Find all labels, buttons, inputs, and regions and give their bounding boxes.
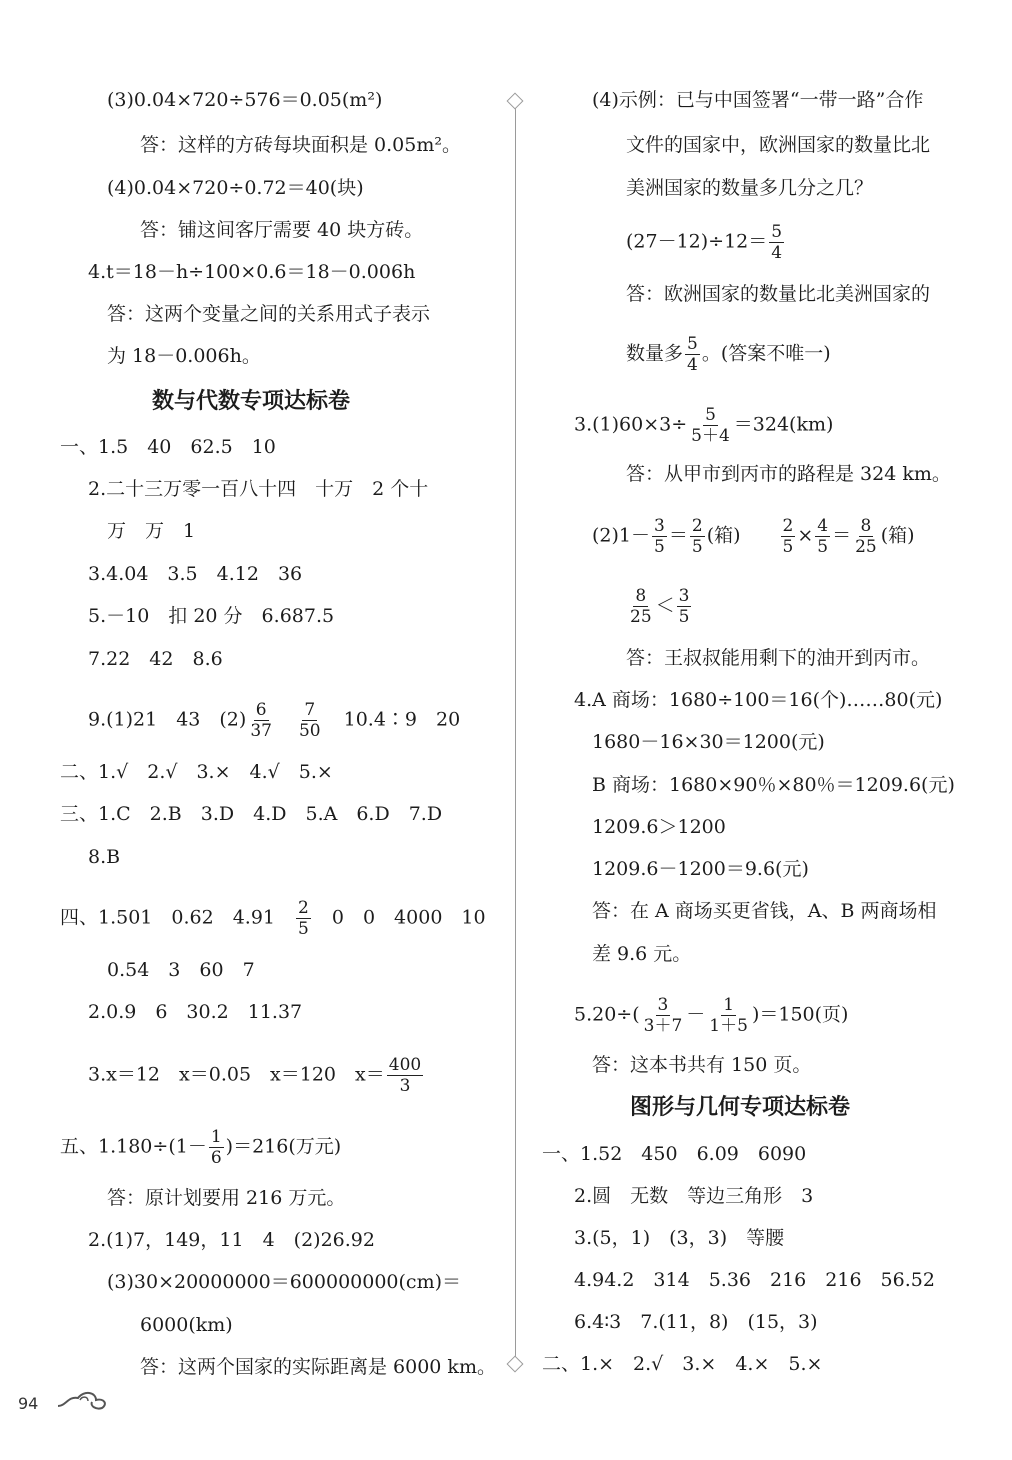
answer-line: 4.A 商场：1680÷100＝16(个)……80(元) — [574, 689, 943, 711]
fraction — [209, 1127, 224, 1168]
fraction — [690, 516, 705, 557]
numerator: 7 — [304, 700, 316, 720]
denominator: 3＋7 — [643, 1016, 683, 1036]
numerator: 3 — [678, 586, 690, 606]
numerator: 1 — [723, 995, 735, 1015]
numerator: 5 — [705, 405, 716, 425]
answer-text: (27－12)÷12＝ — [626, 230, 768, 253]
answer-text: 数量多 — [626, 342, 684, 365]
denominator: 25 — [855, 537, 877, 557]
answer-text: 。(答案不唯一) — [701, 342, 831, 365]
answer-text: (箱) — [706, 524, 779, 547]
answer-line: B 商场：1680×90％×80％＝1209.6(元) — [592, 774, 955, 796]
answer-text: 3.x＝12 x＝0.05 x＝120 x＝ — [88, 1063, 385, 1086]
answer-line: 答：这两个变量之间的关系用式子表示 — [107, 303, 431, 325]
fraction — [689, 405, 732, 446]
answer-line: (3)0.04×720÷576＝0.05(m²) — [107, 89, 383, 111]
fraction — [781, 516, 796, 557]
denominator: 5 — [298, 919, 309, 939]
answer-line: 5.－10 扣 20 分 6.687.5 — [88, 605, 335, 627]
denominator: 25 — [630, 607, 652, 627]
numerator: 4 — [817, 516, 829, 536]
denominator: 5 — [654, 537, 665, 557]
numerator: 400 — [388, 1055, 422, 1075]
numerator: 5 — [687, 334, 698, 354]
answer-line: 1209.6＞1200 — [592, 816, 726, 838]
answer-line: 答：铺这间客厅需要 40 块方砖。 — [140, 219, 424, 241]
answer-line: (3)30×20000000＝600000000(cm)＝ — [107, 1271, 461, 1293]
fraction — [853, 516, 879, 557]
answer-line: 2.圆 无数 等边三角形 3 — [574, 1185, 814, 1207]
answer-text: (箱) — [880, 524, 915, 547]
denominator: 4 — [771, 243, 783, 263]
column-divider — [515, 95, 516, 1370]
answer-line: 答：在 A 商场买更省钱，A、B 两商场相 — [592, 900, 937, 922]
fraction — [297, 700, 323, 741]
answer-line: 答：这两个国家的实际距离是 6000 km。 — [140, 1356, 496, 1378]
answer-text: 5.20÷( — [574, 1003, 640, 1026]
fraction — [642, 995, 685, 1036]
answer-line — [88, 700, 460, 741]
answer-line: 答：从甲市到丙市的路程是 324 km。 — [626, 463, 951, 485]
answer-text: )＝150(页) — [751, 1003, 849, 1026]
answer-line: 差 9.6 元。 — [592, 943, 692, 965]
answer-text: (2)1－ — [592, 524, 651, 547]
denominator: 37 — [250, 721, 272, 741]
answer-line: 答：这样的方砖每块面积是 0.05m²。 — [140, 134, 461, 156]
fraction — [769, 222, 784, 263]
answer-line — [626, 586, 693, 627]
answer-text: 五、1.180÷(1－ — [60, 1135, 207, 1158]
answer-text: ＝ — [668, 524, 688, 547]
answer-line: 二、1.√ 2.√ 3.× 4.√ 5.× — [60, 761, 333, 783]
fraction — [652, 516, 667, 557]
answer-text: 四、1.501 0.62 4.91 — [60, 906, 276, 929]
numerator: 5 — [771, 222, 783, 242]
answer-line: 6000(km) — [140, 1314, 233, 1336]
denominator: 5＋4 — [691, 426, 730, 446]
answer-line: 4.t＝18－h÷100×0.6＝18－0.006h — [88, 261, 416, 283]
numerator: 2 — [782, 516, 794, 536]
divider-ornament — [507, 1356, 524, 1373]
answer-line: 万 万 1 — [107, 520, 196, 542]
answer-line: 答：王叔叔能用剩下的油开到丙市。 — [626, 647, 931, 669]
numerator: 8 — [860, 516, 872, 536]
numerator: 8 — [635, 586, 647, 606]
answer-line: 文件的国家中，欧洲国家的数量比北 — [626, 134, 931, 156]
divider-ornament — [507, 93, 524, 110]
answer-line: 2.二十三万零一百八十四 十万 2 个十 — [88, 478, 429, 500]
denominator: 6 — [210, 1148, 222, 1168]
fraction — [296, 898, 311, 939]
answer-line — [592, 516, 915, 557]
fraction — [677, 586, 692, 627]
answer-text: 3.(1)60×3÷ — [574, 413, 688, 436]
answer-line — [574, 405, 833, 446]
numerator: 2 — [691, 516, 703, 536]
answer-line — [626, 334, 831, 375]
answer-line: 1209.6－1200＝9.6(元) — [592, 858, 809, 880]
answer-line: 一、1.52 450 6.09 6090 — [542, 1143, 807, 1165]
denominator: 3 — [399, 1076, 411, 1096]
answer-text: ＝ — [832, 524, 852, 547]
answer-line: (4)示例：已与中国签署“一带一路”合作 — [592, 89, 924, 111]
answer-text: 0 0 4000 10 — [331, 906, 486, 929]
numerator: 1 — [210, 1127, 222, 1147]
answer-line: 2.(1)7，149，11 4 (2)26.92 — [88, 1229, 375, 1251]
denominator: 50 — [298, 721, 321, 741]
answer-line: 三、1.C 2.B 3.D 4.D 5.A 6.D 7.D — [60, 803, 443, 825]
answer-line — [60, 898, 486, 939]
answer-text: － — [686, 1003, 706, 1026]
answer-line: (4)0.04×720÷0.72＝40(块) — [107, 177, 364, 199]
numerator: 6 — [255, 700, 267, 720]
answer-line — [60, 1127, 341, 1168]
section-heading: 数与代数专项达标卷 — [152, 389, 351, 414]
denominator: 5 — [782, 537, 794, 557]
answer-line: 4.94.2 314 5.36 216 216 56.52 — [574, 1269, 935, 1291]
answer-line: 答：这本书共有 150 页。 — [592, 1054, 812, 1076]
answer-line: 3.4.04 3.5 4.12 36 — [88, 563, 303, 585]
answer-line — [88, 1055, 425, 1096]
answer-line: 1680－16×30＝1200(元) — [592, 731, 825, 753]
answer-line: 8.B — [88, 846, 121, 868]
answer-line: 二、1.× 2.√ 3.× 4.× 5.× — [542, 1353, 823, 1375]
fraction — [248, 700, 274, 741]
denominator: 4 — [687, 355, 698, 375]
fraction — [387, 1055, 423, 1096]
answer-line: 为 18－0.006h。 — [107, 345, 261, 367]
numerator: 3 — [657, 995, 669, 1015]
answer-line: 答：欧洲国家的数量比北美洲国家的 — [626, 283, 931, 305]
answer-line: 答：原计划要用 216 万元。 — [107, 1187, 346, 1209]
answer-text: 10.4∶9 20 — [343, 708, 461, 731]
page-number: 94 — [18, 1394, 39, 1413]
section-heading: 图形与几何专项达标卷 — [630, 1095, 851, 1120]
answer-text: )＝216(万元) — [225, 1135, 342, 1158]
fraction — [815, 516, 830, 557]
answer-line: 7.22 42 8.6 — [88, 648, 223, 670]
numerator: 3 — [654, 516, 665, 536]
denominator: 1＋5 — [709, 1016, 748, 1036]
fraction — [628, 586, 654, 627]
answer-line: 3.(5，1) (3，3) 等腰 — [574, 1227, 785, 1249]
denominator: 5 — [817, 537, 829, 557]
answer-line — [626, 222, 786, 263]
answer-text: ＝324(km) — [733, 413, 834, 436]
answer-text: × — [797, 524, 814, 547]
answer-line — [574, 995, 848, 1036]
answer-line: 2.0.9 6 30.2 11.37 — [88, 1001, 303, 1023]
numerator: 2 — [298, 898, 309, 918]
denominator: 5 — [691, 537, 703, 557]
fraction — [685, 334, 700, 375]
cloud-ornament-icon — [56, 1386, 112, 1412]
denominator: 5 — [678, 607, 690, 627]
answer-line: 一、1.5 40 62.5 10 — [60, 436, 276, 458]
fraction — [707, 995, 750, 1036]
answer-line: 0.54 3 60 7 — [107, 959, 255, 981]
answer-line: 6.4∶3 7.(11，8) (15，3) — [574, 1311, 818, 1333]
answer-line: 美洲国家的数量多几分之几？ — [626, 177, 874, 199]
answer-text: ＜ — [655, 594, 675, 617]
answer-text: 9.(1)21 43 (2) — [88, 708, 247, 731]
